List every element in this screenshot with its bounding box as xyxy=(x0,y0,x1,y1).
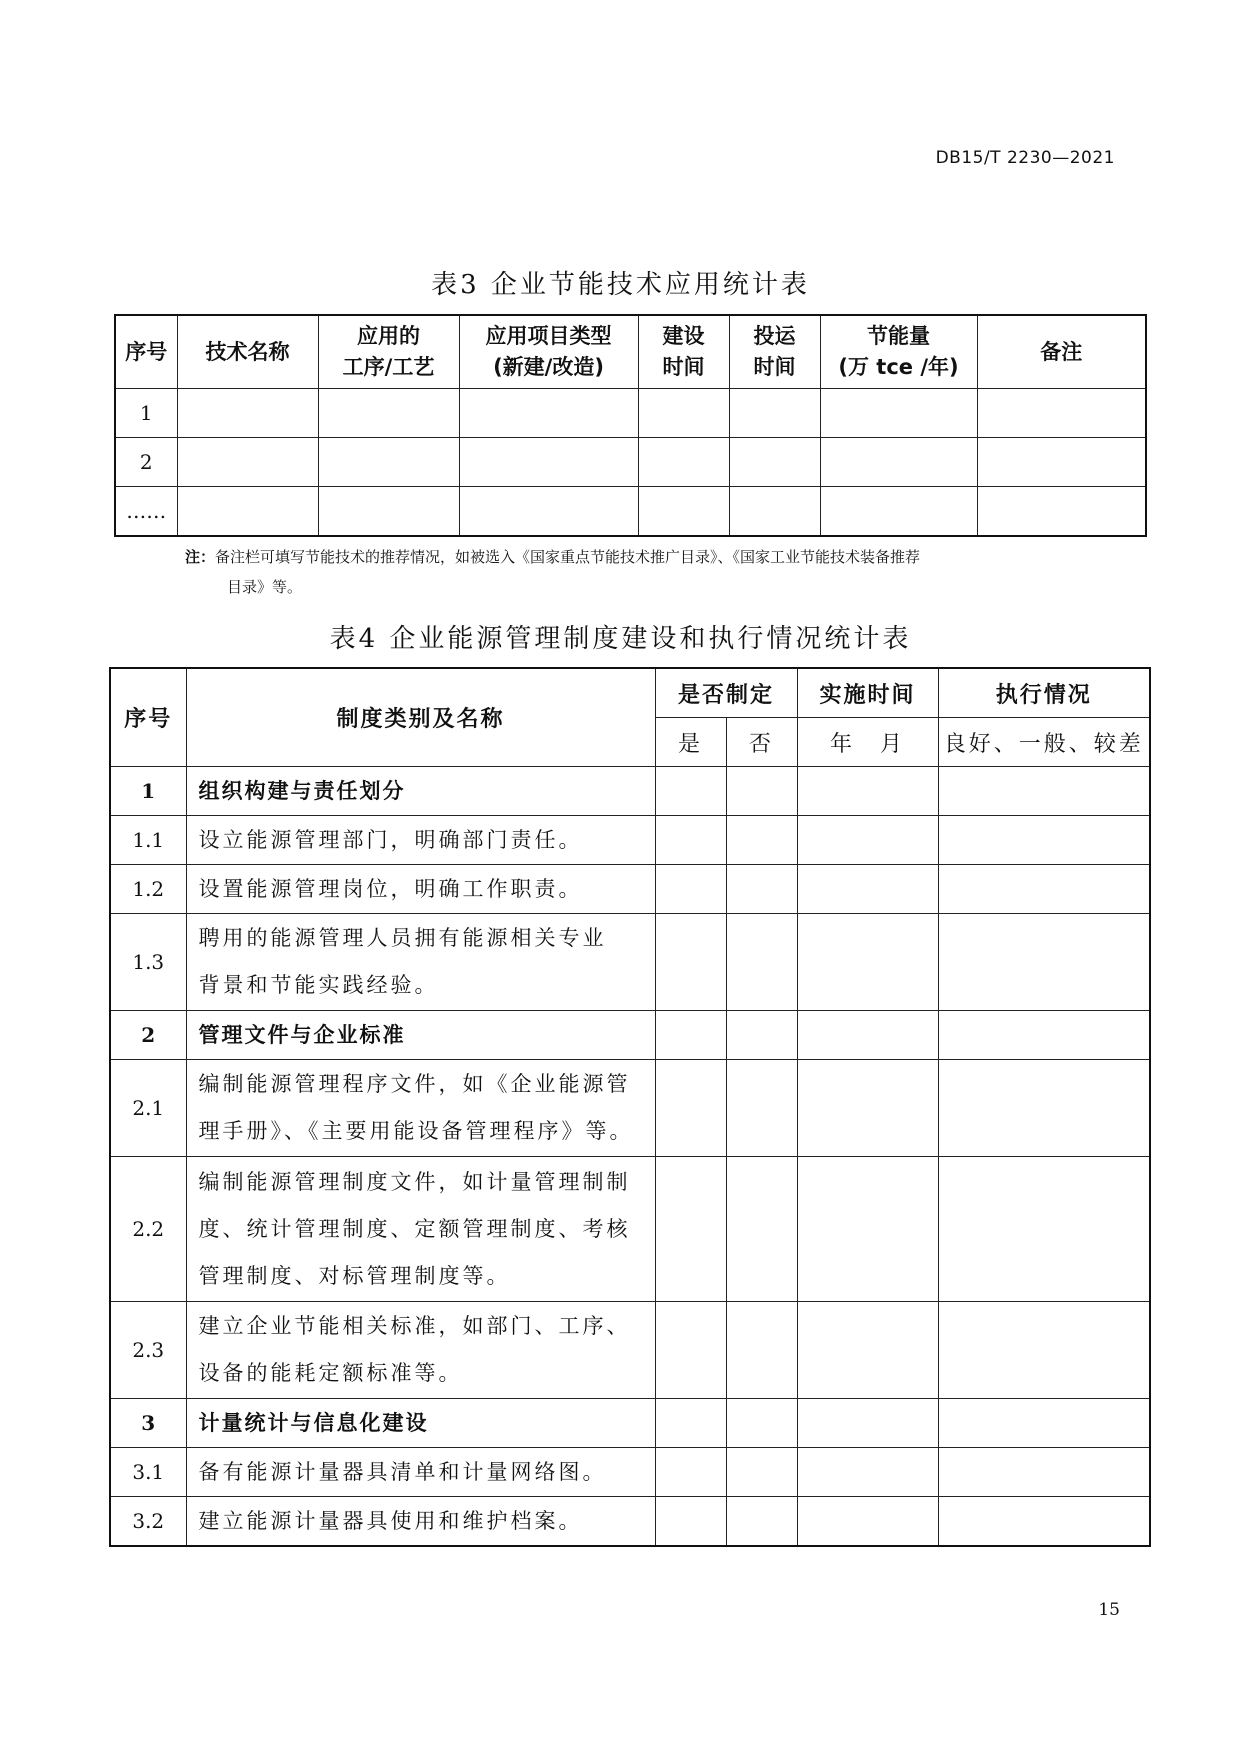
table3-header-row xyxy=(115,315,1146,389)
row-line: 背景和节能实践经验。 xyxy=(198,973,439,997)
year-month-header: 年 月 xyxy=(797,718,938,767)
remark-cell xyxy=(977,389,1146,438)
no-cell xyxy=(726,1497,797,1547)
row-line: 设立能源管理部门，明确部门责任。 xyxy=(198,827,583,852)
build-time-cell xyxy=(638,389,729,438)
header-line: 时间 xyxy=(753,355,796,379)
row-number: 1 xyxy=(110,767,186,816)
impl-time-cell xyxy=(797,1448,938,1497)
row-line: 管理制度、对标管理制度等。 xyxy=(198,1263,511,1288)
energy-saving-header xyxy=(820,315,977,389)
operation-time-cell xyxy=(729,487,820,537)
impl-time-cell xyxy=(797,865,938,914)
row-number: 3 xyxy=(110,1399,186,1448)
header-line: 时间 xyxy=(662,355,705,379)
project-type-header xyxy=(459,315,638,389)
row-name xyxy=(186,1448,655,1497)
exec-status-cell xyxy=(938,767,1150,816)
row-number: 2 xyxy=(110,1011,186,1060)
row-line: 理手册》、《主要用能设备管理程序》等。 xyxy=(198,1119,634,1143)
remark-cell xyxy=(977,487,1146,537)
yes-cell xyxy=(655,1302,726,1399)
row-number: 3.2 xyxy=(110,1497,186,1547)
row-name xyxy=(186,1302,655,1399)
row-line: 度、统计管理制度、定额管理制度、考核 xyxy=(198,1216,631,1241)
table3-note xyxy=(185,542,1120,602)
row-line: 备有能源计量器具清单和计量网络图。 xyxy=(198,1459,607,1484)
remark-header: 备注 xyxy=(977,315,1146,389)
exec-status-cell xyxy=(938,1011,1150,1060)
no-cell xyxy=(726,865,797,914)
row-name xyxy=(186,865,655,914)
build-time-header xyxy=(638,315,729,389)
yes-cell xyxy=(655,1060,726,1157)
table-row xyxy=(110,1448,1150,1497)
exec-status-cell xyxy=(938,865,1150,914)
row-line: 设置能源管理岗位，明确工作职责。 xyxy=(198,876,583,901)
note-line xyxy=(185,542,1120,572)
header-line: 建设 xyxy=(662,324,705,348)
rating-header: 良好、一般、较差 xyxy=(938,718,1150,767)
table-row xyxy=(110,1157,1150,1302)
yes-cell xyxy=(655,1399,726,1448)
table-row xyxy=(115,389,1146,438)
exec-status-cell xyxy=(938,1448,1150,1497)
header-line: 应用的 xyxy=(357,324,420,348)
table4-title: 表4 企业能源管理制度建设和执行情况统计表 xyxy=(329,624,912,654)
table3-title: 表3 企业节能技术应用统计表 xyxy=(431,270,810,300)
header-line: 投运 xyxy=(753,324,796,348)
impl-time-cell xyxy=(797,767,938,816)
seq-header: 序号 xyxy=(110,668,186,767)
row-number: 2 xyxy=(115,438,177,487)
exec-status-cell xyxy=(938,816,1150,865)
table-row xyxy=(110,1497,1150,1547)
no-cell xyxy=(726,1448,797,1497)
row-number: 2.2 xyxy=(110,1157,186,1302)
impl-time-cell xyxy=(797,1399,938,1448)
row-name xyxy=(186,1011,655,1060)
note-label: 注： xyxy=(185,548,216,566)
tech-name-cell xyxy=(177,389,318,438)
exec-status-cell xyxy=(938,1060,1150,1157)
yes-cell xyxy=(655,1497,726,1547)
category-header: 制度类别及名称 xyxy=(186,668,655,767)
tech-name-header: 技术名称 xyxy=(177,315,318,389)
seq-header: 序号 xyxy=(115,315,177,389)
operation-time-header xyxy=(729,315,820,389)
header-line: 节能量 xyxy=(867,324,930,348)
category-row xyxy=(110,1011,1150,1060)
row-name xyxy=(186,816,655,865)
project-type-cell xyxy=(459,389,638,438)
no-cell xyxy=(726,1157,797,1302)
row-number: 1.1 xyxy=(110,816,186,865)
no-cell xyxy=(726,767,797,816)
process-cell xyxy=(318,487,459,537)
impl-time-cell xyxy=(797,1497,938,1547)
build-time-cell xyxy=(638,438,729,487)
impl-time-cell xyxy=(797,1157,938,1302)
impl-time-cell xyxy=(797,1011,938,1060)
note-continuation: 目录》等。 xyxy=(227,578,303,596)
yes-cell xyxy=(655,1011,726,1060)
row-name xyxy=(186,1157,655,1302)
no-cell xyxy=(726,1060,797,1157)
row-line: 编制能源管理制度文件，如计量管理制制 xyxy=(198,1169,631,1194)
project-type-cell xyxy=(459,487,638,537)
table-row xyxy=(110,816,1150,865)
formulated-header: 是否制定 xyxy=(655,668,797,718)
tech-name-cell xyxy=(177,438,318,487)
table-row xyxy=(110,1060,1150,1157)
no-header: 否 xyxy=(726,718,797,767)
row-line: 聘用的能源管理人员拥有能源相关专业 xyxy=(198,926,607,950)
exec-status-cell xyxy=(938,1399,1150,1448)
row-number: 1.2 xyxy=(110,865,186,914)
category-row xyxy=(110,767,1150,816)
operation-time-cell xyxy=(729,389,820,438)
no-cell xyxy=(726,914,797,1011)
row-name xyxy=(186,1497,655,1547)
document-code: DB15/T 2230—2021 xyxy=(935,148,1115,168)
table-row xyxy=(115,438,1146,487)
row-number: 3.1 xyxy=(110,1448,186,1497)
row-number: 2.1 xyxy=(110,1060,186,1157)
remark-cell xyxy=(977,438,1146,487)
no-cell xyxy=(726,1399,797,1448)
project-type-cell xyxy=(459,438,638,487)
energy-saving-cell xyxy=(820,438,977,487)
process-cell xyxy=(318,389,459,438)
energy-saving-cell xyxy=(820,487,977,537)
exec-status-cell xyxy=(938,1157,1150,1302)
impl-time-header: 实施时间 xyxy=(797,668,938,718)
row-line: 建立企业节能相关标准，如部门、工序、 xyxy=(198,1314,631,1338)
yes-cell xyxy=(655,767,726,816)
table-row xyxy=(110,914,1150,1011)
row-number: 1 xyxy=(115,389,177,438)
table4-header-row xyxy=(110,668,1150,718)
yes-header: 是 xyxy=(655,718,726,767)
yes-cell xyxy=(655,1157,726,1302)
no-cell xyxy=(726,1011,797,1060)
impl-time-cell xyxy=(797,1302,938,1399)
table-row xyxy=(110,1302,1150,1399)
energy-management-table xyxy=(109,667,1151,1547)
no-cell xyxy=(726,1302,797,1399)
process-cell xyxy=(318,438,459,487)
table-row xyxy=(115,487,1146,537)
yes-cell xyxy=(655,1448,726,1497)
operation-time-cell xyxy=(729,438,820,487)
row-line: 编制能源管理程序文件，如《企业能源管 xyxy=(198,1072,631,1096)
row-number: …… xyxy=(115,487,177,537)
impl-time-cell xyxy=(797,1060,938,1157)
row-line: 组织构建与责任划分 xyxy=(198,778,406,803)
tech-name-cell xyxy=(177,487,318,537)
header-line: (新建/改造) xyxy=(493,355,604,379)
page-number: 15 xyxy=(1098,1600,1120,1620)
energy-saving-cell xyxy=(820,389,977,438)
exec-status-header: 执行情况 xyxy=(938,668,1150,718)
header-line: (万 tce /年) xyxy=(838,355,959,379)
row-name xyxy=(186,1060,655,1157)
impl-time-cell xyxy=(797,914,938,1011)
row-line: 建立能源计量器具使用和维护档案。 xyxy=(198,1508,583,1533)
exec-status-cell xyxy=(938,1302,1150,1399)
category-row xyxy=(110,1399,1150,1448)
no-cell xyxy=(726,816,797,865)
process-header xyxy=(318,315,459,389)
row-line: 设备的能耗定额标准等。 xyxy=(198,1361,463,1385)
yes-cell xyxy=(655,914,726,1011)
note-text: 备注栏可填写节能技术的推荐情况，如被选入《国家重点节能技术推广目录》、《国家工业节能技术装备推荐 xyxy=(215,548,921,566)
table-row xyxy=(110,865,1150,914)
exec-status-cell xyxy=(938,914,1150,1011)
header-line: 工序/工艺 xyxy=(342,355,435,379)
row-line: 计量统计与信息化建设 xyxy=(198,1410,429,1435)
row-line: 管理文件与企业标准 xyxy=(198,1022,406,1047)
row-name xyxy=(186,767,655,816)
row-number: 2.3 xyxy=(110,1302,186,1399)
row-name xyxy=(186,1399,655,1448)
yes-cell xyxy=(655,816,726,865)
yes-cell xyxy=(655,865,726,914)
tech-application-table xyxy=(114,314,1147,537)
build-time-cell xyxy=(638,487,729,537)
exec-status-cell xyxy=(938,1497,1150,1547)
row-name xyxy=(186,914,655,1011)
row-number: 1.3 xyxy=(110,914,186,1011)
header-line: 应用项目类型 xyxy=(485,324,612,348)
impl-time-cell xyxy=(797,816,938,865)
